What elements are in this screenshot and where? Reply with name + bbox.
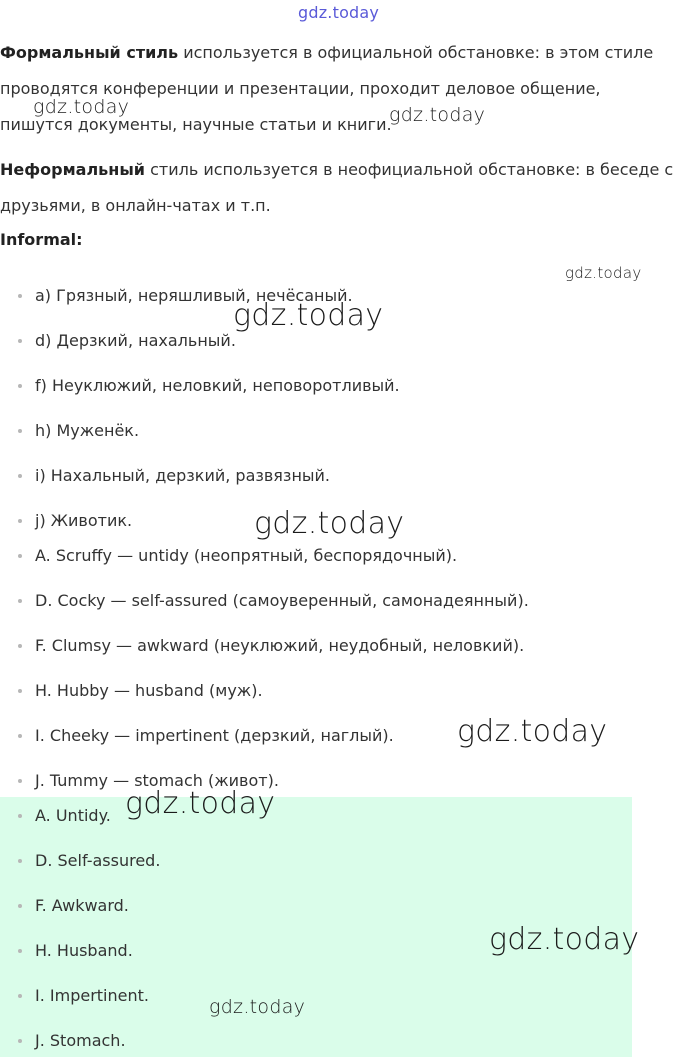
list-item-text: f) Неуклюжий, неловкий, неповоротливый. bbox=[35, 376, 400, 395]
list-item-text: F. Awkward. bbox=[35, 896, 129, 915]
watermark: gdz.today bbox=[233, 298, 384, 333]
bullet-icon bbox=[18, 779, 22, 783]
bullet-icon bbox=[18, 689, 22, 693]
bullet-icon bbox=[18, 554, 22, 558]
bullet-icon bbox=[18, 994, 22, 998]
paragraph-informal-style bbox=[0, 152, 675, 224]
bullet-icon bbox=[18, 339, 22, 343]
list-item-text: D. Cocky — self-assured (самоуверенный, самонадеянный). bbox=[35, 591, 529, 610]
list-item-text: i) Нахальный, дерзкий, развязный. bbox=[35, 466, 331, 485]
list-item-text: A. Scruffy — untidy (неопрятный, беспорядочный). bbox=[35, 546, 458, 565]
paragraph-formal-text: используется в официальной обстановке: в этом стиле проводятся конференции и презентации, проходит деловое общение, пишутся документы, научные статьи и книги. bbox=[0, 43, 654, 134]
list-item-text: d) Дерзкий, нахальный. bbox=[35, 331, 236, 350]
bullet-icon bbox=[18, 384, 22, 388]
bullet-icon bbox=[18, 814, 22, 818]
bullet-icon bbox=[18, 294, 22, 298]
list-item-text: a) Грязный, неряшливый, нечёсаный. bbox=[35, 286, 353, 305]
watermark: gdz.today bbox=[254, 506, 405, 541]
watermark: gdz.today bbox=[33, 96, 130, 118]
list-item-text: I. Impertinent. bbox=[35, 986, 149, 1005]
list-item-text: H. Hubby — husband (муж). bbox=[35, 681, 263, 700]
watermark: gdz.today bbox=[389, 104, 486, 126]
list-item-text: F. Clumsy — awkward (неуклюжий, неудобный, неловкий). bbox=[35, 636, 525, 655]
list-item-text: h) Муженёк. bbox=[35, 421, 140, 440]
bullet-icon bbox=[18, 904, 22, 908]
section-heading: Informal: bbox=[0, 230, 83, 249]
bullet-icon bbox=[18, 734, 22, 738]
list-item-text: A. Untidy. bbox=[35, 806, 111, 825]
list-item-text: J. Stomach. bbox=[35, 1031, 126, 1050]
watermark: gdz.today bbox=[457, 714, 608, 749]
top-watermark: gdz.today bbox=[298, 3, 380, 22]
list-item-text: D. Self-assured. bbox=[35, 851, 161, 870]
bullet-icon bbox=[18, 519, 22, 523]
paragraph-informal-text: стиль используется в неофициальной обстановке: в беседе с друзьями, в онлайн-чатах и т.п. bbox=[0, 160, 674, 215]
paragraph-formal-bold: Формальный стиль bbox=[0, 43, 179, 62]
paragraph-informal-bold: Неформальный bbox=[0, 160, 146, 179]
watermark: gdz.today bbox=[209, 996, 306, 1018]
list-item-text: H. Husband. bbox=[35, 941, 133, 960]
list-item-text: J. Tummy — stomach (живот). bbox=[35, 771, 279, 790]
bullet-icon bbox=[18, 1039, 22, 1043]
paragraph-formal-style bbox=[0, 35, 670, 143]
bullet-icon bbox=[18, 859, 22, 863]
watermark: gdz.today bbox=[565, 264, 642, 282]
watermark: gdz.today bbox=[489, 922, 640, 957]
bullet-icon bbox=[18, 949, 22, 953]
list-item-text: j) Животик. bbox=[35, 511, 133, 530]
list-item-text: I. Cheeky — impertinent (дерзкий, наглый). bbox=[35, 726, 394, 745]
bullet-icon bbox=[18, 644, 22, 648]
bullet-icon bbox=[18, 599, 22, 603]
watermark: gdz.today bbox=[125, 786, 276, 821]
bullet-icon bbox=[18, 474, 22, 478]
bullet-icon bbox=[18, 429, 22, 433]
